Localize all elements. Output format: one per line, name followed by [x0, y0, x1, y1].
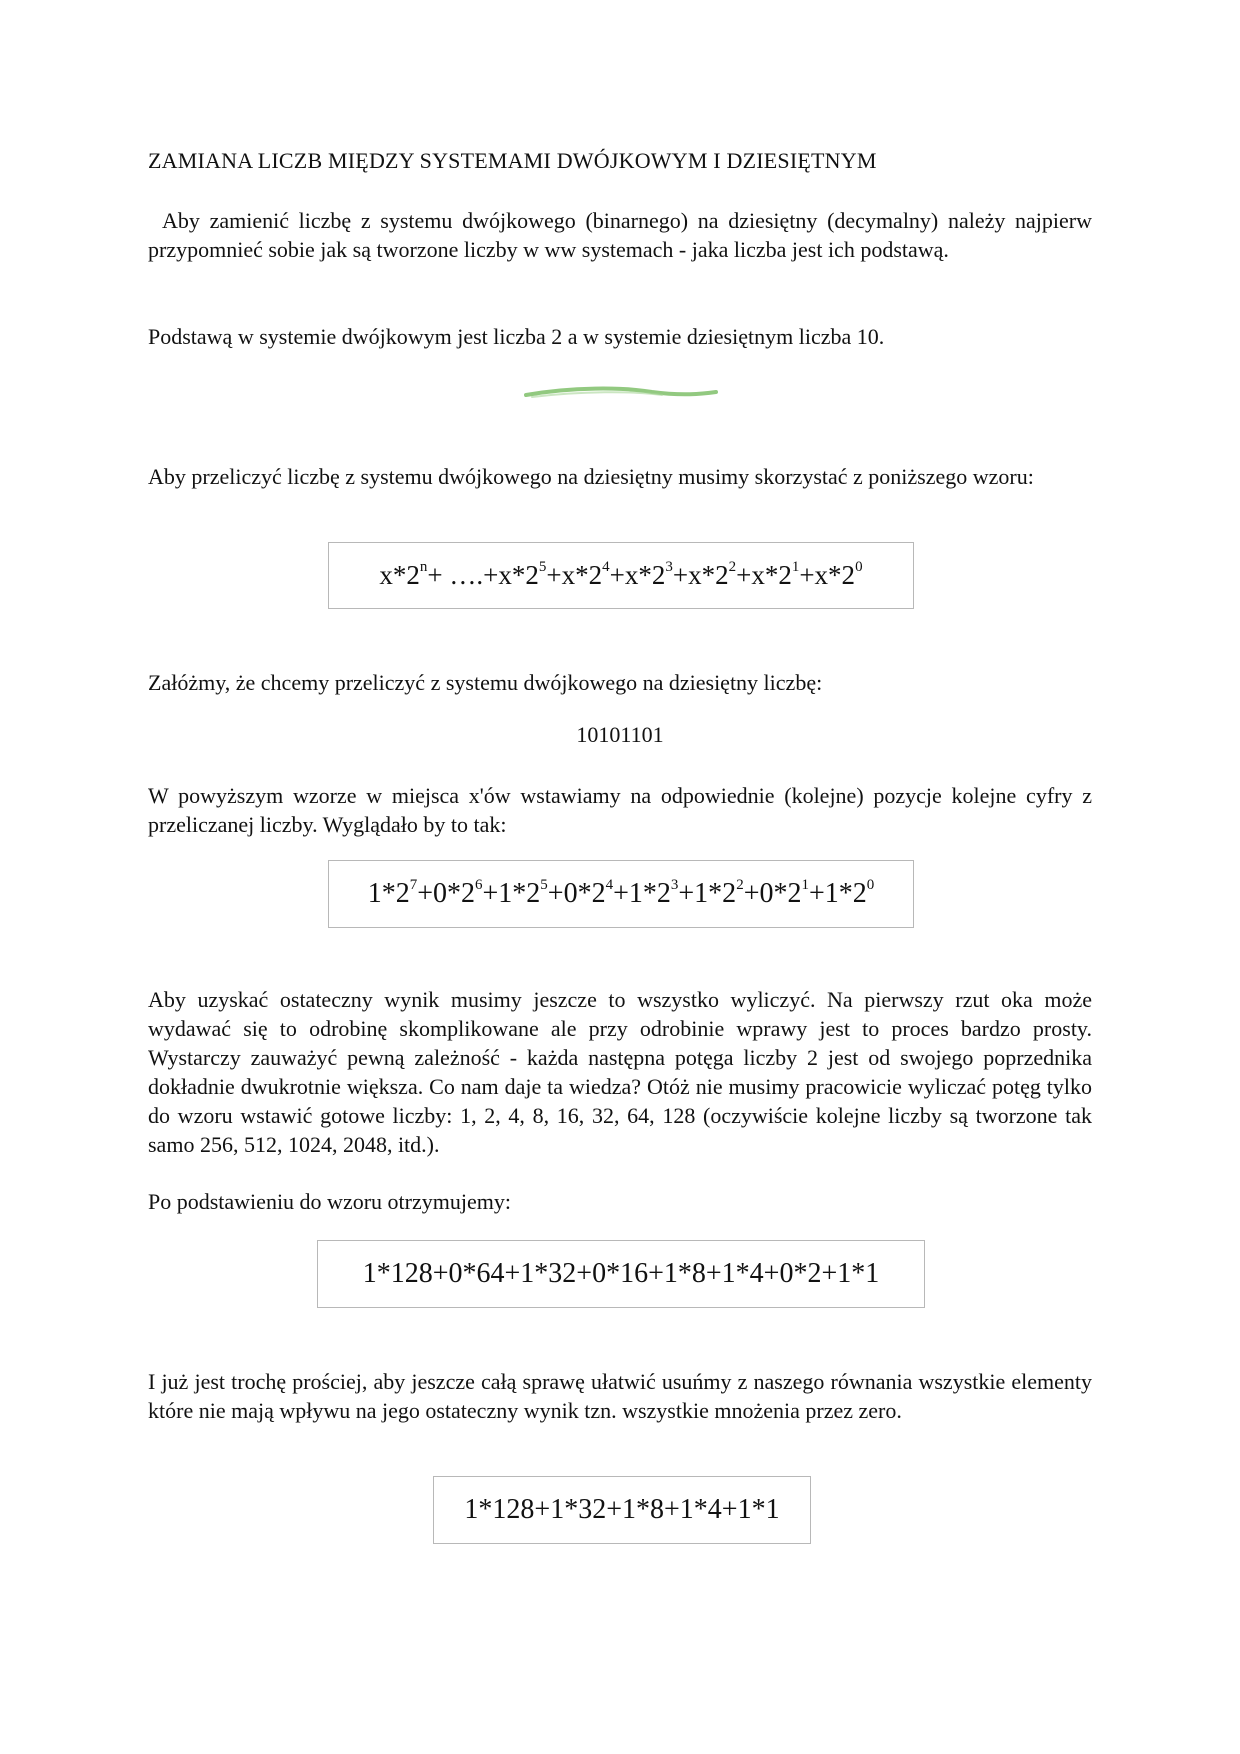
formula-box-computed	[317, 1240, 925, 1308]
formula-term-base: x*2	[379, 560, 420, 590]
formula-term-base: +0*2	[743, 878, 802, 909]
formula-simplified: 1*128+1*32+1*8+1*4+1*1	[464, 1494, 780, 1525]
paragraph-explanation: Aby uzyskać ostateczny wynik musimy jeszcze to wszystko wyliczyć. Na pierwszy rzut oka może wydawać się to odrobinę skomplikowane ale przy odrobinie wprawy jest to proces bardzo prosty. Wystarczy zauważyć pewną zależność - każda następna potęga liczby 2 jest od swojego poprzednika dokładnie dwukrotnie większa. Co nam daje ta wiedza? Otóż nie musimy pracowicie wyliczać potęg tylko do wzoru wstawić gotowe liczby: 1, 2, 4, 8, 16, 32, 64, 128 (oczywiście kolejne liczby są tworzone tak samo 256, 512, 1024, 2048, itd.).	[148, 987, 1092, 1157]
formula-term-base: +0*2	[547, 878, 606, 909]
formula-term-base: + ….+x*2	[427, 560, 539, 590]
formula-substituted	[368, 878, 875, 910]
paragraph-intro	[148, 206, 1092, 264]
formula-term-exponent: 0	[855, 559, 863, 575]
formula-term-exponent: 1	[801, 877, 809, 893]
binary-number: 10101101	[576, 722, 664, 747]
formula-term-base: +0*2	[417, 878, 475, 909]
formula-term-base: +x*2	[799, 560, 856, 590]
formula-term-base: 1*2	[367, 878, 410, 909]
formula-term-base: +x*2	[672, 560, 729, 590]
formula-term-exponent: 3	[665, 559, 673, 575]
formula-term-exponent: 5	[538, 559, 547, 575]
paragraph-after-substitution: Po podstawieniu do wzoru otrzymujemy:	[148, 1189, 511, 1214]
formula-term-exponent: 5	[540, 877, 548, 893]
formula-term-exponent: 2	[728, 559, 737, 575]
formula-general	[379, 560, 862, 591]
formula-term-base: +1*2	[808, 878, 867, 909]
paragraph-intro-text: Aby zamienić liczbę z systemu dwójkowego (binarnego) na dziesiętny (decymalny) należy najpierw przypomnieć sobie jak są tworzone liczby w ww systemach - jaka liczba jest ich podstawą.	[148, 208, 1092, 262]
formula-box-general	[328, 542, 914, 609]
formula-term-exponent: 3	[670, 877, 679, 893]
paragraph-substitution: W powyższym wzorze w miejsca x'ów wstawiamy na odpowiednie (kolejne) pozycje kolejne cyfry z przeliczanej liczby. Wyglądało by to tak:	[148, 783, 1092, 837]
formula-term-base: +x*2	[736, 560, 792, 590]
formula-term-exponent: 0	[866, 877, 875, 893]
formula-term-base: +1*2	[613, 878, 671, 909]
formula-term-exponent: n	[419, 559, 428, 575]
formula-term-base: +x*2	[609, 560, 666, 590]
formula-term-exponent: 4	[605, 877, 614, 893]
formula-term-base: +x*2	[546, 560, 603, 590]
document-title: ZAMIANA LICZB MIĘDZY SYSTEMAMI DWÓJKOWYM I DZIESIĘTNYM	[148, 148, 877, 173]
paragraph-bases: Podstawą w systemie dwójkowym jest liczba 2 a w systemie dziesiętnym liczba 10.	[148, 324, 885, 349]
paragraph-assumption: Załóżmy, że chcemy przeliczyć z systemu dwójkowego na dziesiętny liczbę:	[148, 670, 823, 695]
formula-box-simplified	[433, 1476, 811, 1544]
formula-term-exponent: 2	[736, 877, 744, 893]
formula-box-substituted	[328, 860, 914, 928]
formula-term-exponent: 4	[602, 559, 610, 575]
formula-computed: 1*128+0*64+1*32+0*16+1*8+1*4+0*2+1*1	[362, 1258, 880, 1289]
formula-term-exponent: 6	[475, 877, 483, 893]
formula-term-exponent: 1	[791, 559, 800, 575]
formula-term-exponent: 7	[409, 877, 418, 893]
formula-term-base: +1*2	[678, 878, 737, 909]
paragraph-formula-intro: Aby przeliczyć liczbę z systemu dwójkowego na dziesiętny musimy skorzystać z poniższego wzoru:	[148, 464, 1034, 489]
paragraph-simplify: I już jest trochę prościej, aby jeszcze całą sprawę ułatwić usuńmy z naszego równania wszystkie elementy które nie mają wpływu na jego ostateczny wynik tzn. wszystkie mnożenia przez zero.	[148, 1369, 1092, 1423]
formula-term-base: +1*2	[482, 878, 541, 909]
green-divider	[522, 382, 720, 404]
